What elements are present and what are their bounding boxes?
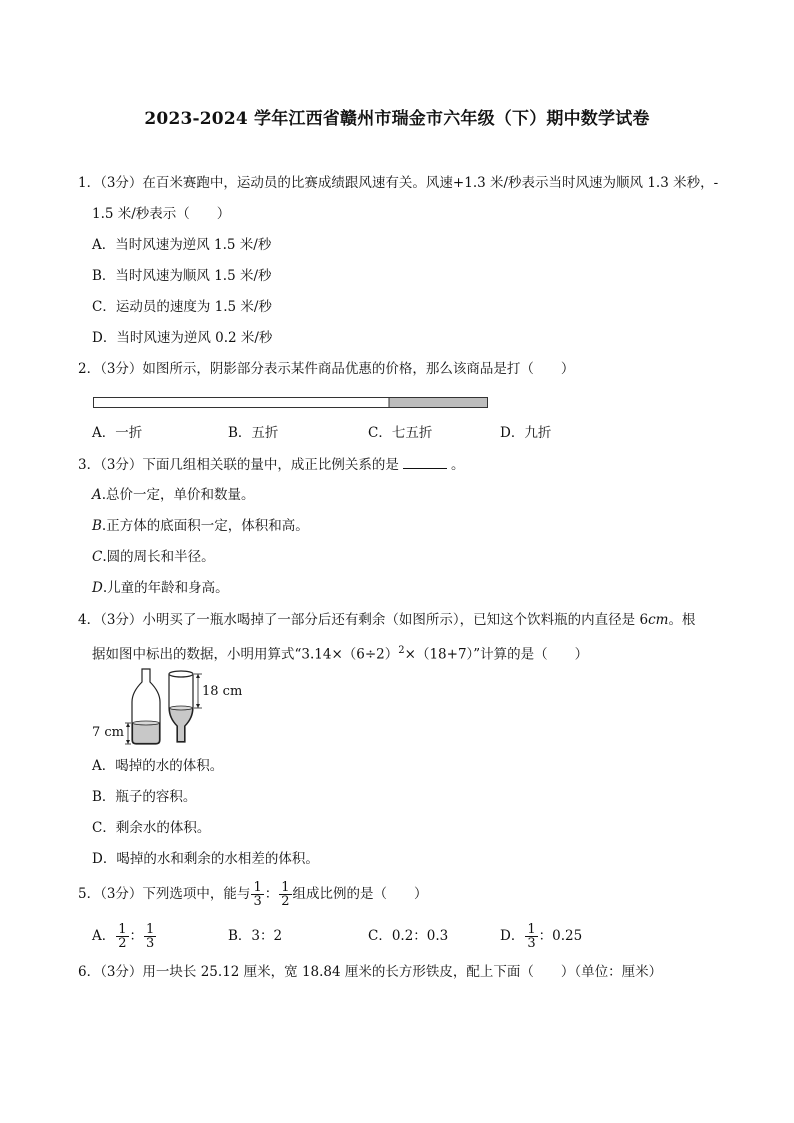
q5-option-a: A． $\frac{1}{2}$ ： $\frac{1}{3}$ — [92, 922, 155, 951]
q1-option-d: D．当时风速为逆风 0.2 米/秒 — [92, 330, 273, 346]
q3-stem-end: 。 — [450, 457, 465, 473]
q3-answer-blank — [403, 455, 447, 469]
q4-option-d: D．喝掉的水和剩余的水相差的体积。 — [92, 851, 319, 867]
q3-option-b: B.正方体的底面积一定，体积和高。 — [92, 518, 309, 534]
q2-option-a: A．一折 — [92, 425, 143, 441]
q5-fraction-2: $\frac{1}{2}$ — [281, 880, 290, 909]
q5-option-b: B．3：2 — [228, 928, 283, 944]
q2-option-d: D．九折 — [500, 425, 552, 441]
page-title: 2023-2024 学年江西省赣州市瑞金市六年级（下）期中数学试卷 — [144, 109, 650, 129]
q3-option-a: A.总价一定，单价和数量。 — [92, 487, 255, 503]
q2-option-b: B．五折 — [228, 425, 279, 441]
q4-option-c: C．剩余水的体积。 — [92, 820, 211, 836]
q5-stem: 5．（3分）下列选项中，能与 $\frac{1}{3}$ ： $\frac{1}{2}$ 组成比例的是（ ） — [78, 880, 428, 909]
q2-option-c: C．七五折 — [368, 425, 433, 441]
q5-fraction-1: $\frac{1}{3}$ — [253, 880, 262, 909]
label-7cm: 7 cm — [92, 725, 125, 740]
q3-option-d: D.儿童的年龄和身高。 — [92, 580, 229, 596]
q3-stem — [78, 455, 464, 474]
q3-stem-text: 3．（3分）下面几组相关联的量中，成正比例关系的是 — [78, 457, 399, 473]
q3-option-c: C.圆的周长和半径。 — [92, 549, 215, 565]
label-18cm: 18 cm — [202, 684, 243, 699]
q2-stem: 2．（3分）如图所示，阴影部分表示某件商品优惠的价格，那么该商品是打（ ） — [78, 361, 575, 377]
q5-option-d: D． $\frac{1}{3}$ ：0.25 — [500, 922, 583, 951]
q1-option-c: C．运动员的速度为 1.5 米/秒 — [92, 299, 272, 315]
discount-bar-figure — [93, 396, 489, 410]
upright-water-fill — [133, 723, 160, 743]
q4-option-a: A．喝掉的水的体积。 — [92, 758, 224, 774]
bottle-figure — [90, 666, 250, 748]
q1-stem-line2: 1.5 米/秒表示（ ） — [92, 206, 231, 222]
q1-stem-line1: 1．（3分）在百米赛跑中，运动员的比赛成绩跟风速有关。风速+1.3 米/秒表示当时风速为顺风 1.3 米秒，- — [78, 175, 719, 191]
q4-stem-line1: 4．（3分）小明买了一瓶水喝掉了一部分后还有剩余（如图所示），已知这个饮料瓶的内直径是 6cm。根 — [78, 612, 696, 628]
discount-bar-shaded — [389, 398, 488, 408]
q5-option-c: C．0.2：0.3 — [368, 928, 449, 944]
q1-option-b: B．当时风速为顺风 1.5 米/秒 — [92, 268, 272, 284]
q4-stem-line2: 据如图中标出的数据，小明用算式“$3.14\times(6\div 2)^2\times(18+7)$”计算的是（ ） — [92, 645, 589, 663]
q1-option-a: A．当时风速为逆风 1.5 米/秒 — [92, 237, 272, 253]
q6-stem: 6．（3分）用一块长 25.12 厘米，宽 18.84 厘米的长方形铁皮，配上下面（ ）（单位：厘米） — [78, 964, 663, 980]
inverted-water-fill — [170, 708, 193, 741]
q4-option-b: B．瓶子的容积。 — [92, 789, 197, 805]
